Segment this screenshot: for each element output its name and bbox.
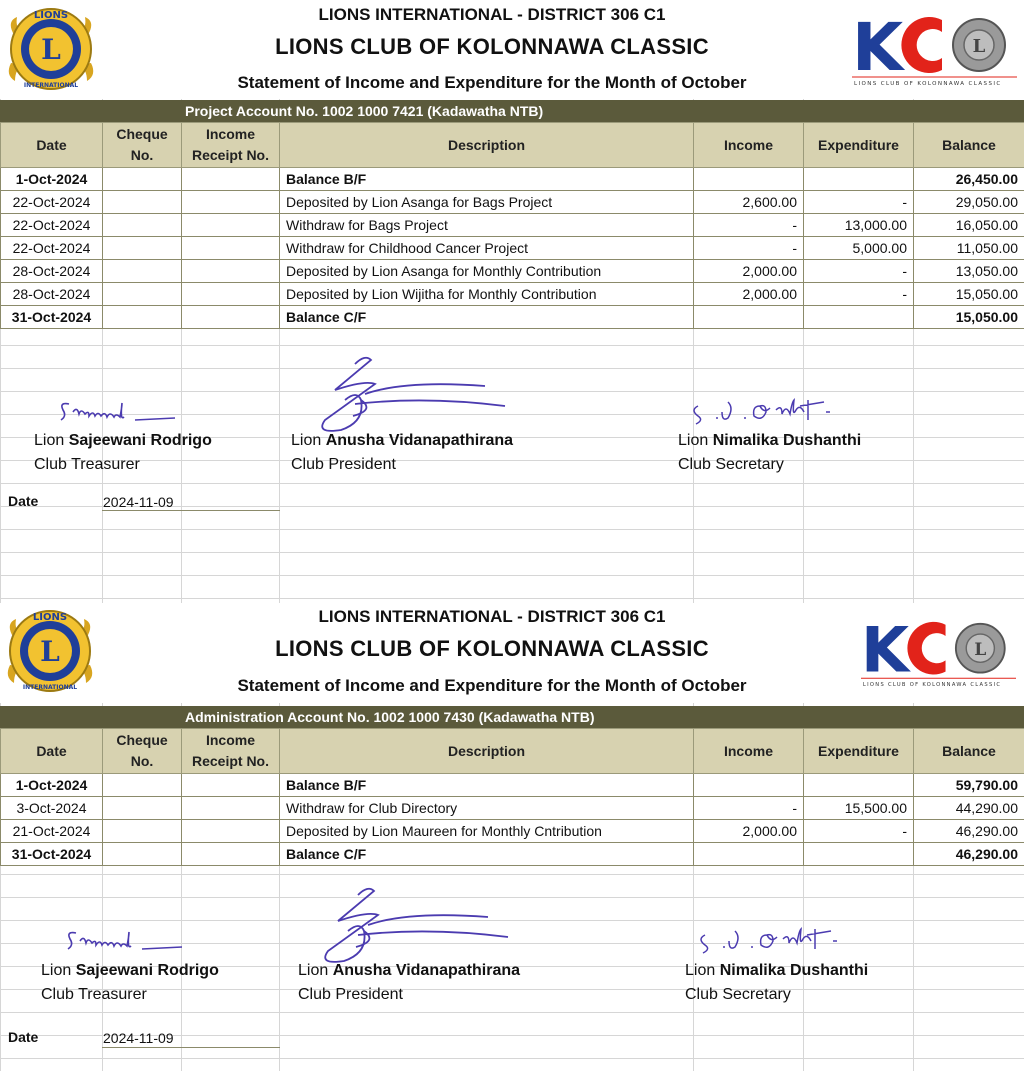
svg-text:LIONS CLUB OF KOLONNAWA CLASSI: LIONS CLUB OF KOLONNAWA CLASSIC bbox=[862, 681, 1002, 688]
cell-receipt bbox=[182, 797, 280, 820]
lions-international-logo bbox=[4, 605, 96, 697]
cell-date: 31-Oct-2024 bbox=[1, 306, 103, 329]
cell-cheque bbox=[103, 820, 182, 843]
cell-description: Deposited by Lion Maureen for Monthly Cntribution bbox=[280, 820, 694, 843]
administration-account-statement bbox=[0, 603, 1024, 1071]
cell-expenditure: - bbox=[804, 283, 914, 306]
cell-receipt bbox=[182, 820, 280, 843]
cell-cheque bbox=[103, 283, 182, 306]
table-row bbox=[1, 306, 1024, 329]
president-name: Lion Anusha Vidanapathirana bbox=[291, 432, 514, 449]
cell-balance: 46,290.00 bbox=[914, 820, 1024, 843]
cell-date: 22-Oct-2024 bbox=[1, 237, 103, 260]
svg-text:L: L bbox=[40, 635, 60, 668]
cell-expenditure bbox=[804, 168, 914, 191]
cell-cheque bbox=[103, 168, 182, 191]
cell-date: 21-Oct-2024 bbox=[1, 820, 103, 843]
date-value: 2024-11-09 bbox=[103, 494, 174, 510]
cell-income: - bbox=[694, 237, 804, 260]
table-row bbox=[1, 168, 1024, 191]
table-row bbox=[1, 260, 1024, 283]
treasurer-signature bbox=[55, 392, 185, 432]
account-title: Project Account No. 1002 1000 7421 (Kadawatha NTB) bbox=[185, 103, 544, 119]
date-underline bbox=[102, 510, 280, 511]
cell-expenditure: - bbox=[804, 191, 914, 214]
cell-balance: 11,050.00 bbox=[914, 237, 1024, 260]
cell-cheque bbox=[103, 191, 182, 214]
table-row bbox=[1, 843, 1024, 866]
secretary-signature bbox=[688, 392, 838, 426]
svg-text:INTERNATIONAL: INTERNATIONAL bbox=[23, 82, 79, 89]
date-underline bbox=[102, 1047, 280, 1048]
cell-description: Deposited by Lion Asanga for Monthly Contribution bbox=[280, 260, 694, 283]
cell-description: Deposited by Lion Wijitha for Monthly Contribution bbox=[280, 283, 694, 306]
cell-income: - bbox=[694, 797, 804, 820]
table-row bbox=[1, 820, 1024, 843]
cell-receipt bbox=[182, 774, 280, 797]
project-ledger-table bbox=[0, 122, 1024, 329]
lions-international-logo bbox=[5, 3, 97, 95]
col-balance: Balance bbox=[914, 729, 1024, 774]
cell-receipt bbox=[182, 214, 280, 237]
table-header-row bbox=[1, 123, 1024, 168]
cell-expenditure: - bbox=[804, 820, 914, 843]
col-date: Date bbox=[1, 729, 103, 774]
cell-expenditure: 15,500.00 bbox=[804, 797, 914, 820]
table-row bbox=[1, 191, 1024, 214]
cell-receipt bbox=[182, 283, 280, 306]
club-title: LIONS CLUB OF KOLONNAWA CLASSIC bbox=[275, 34, 709, 59]
president-signature bbox=[305, 350, 525, 440]
svg-text:K: K bbox=[861, 613, 904, 687]
statement-title: Statement of Income and Expenditure for the Month of October bbox=[237, 676, 747, 695]
kolonnawa-classic-logo bbox=[852, 8, 1017, 88]
cell-balance: 15,050.00 bbox=[914, 306, 1024, 329]
cell-balance: 15,050.00 bbox=[914, 283, 1024, 306]
cell-cheque bbox=[103, 843, 182, 866]
col-balance: Balance bbox=[914, 123, 1024, 168]
cell-expenditure bbox=[804, 843, 914, 866]
account-title-bar bbox=[0, 706, 1024, 728]
cell-description: Balance B/F bbox=[280, 774, 694, 797]
statement-header bbox=[0, 603, 1024, 703]
cell-balance: 59,790.00 bbox=[914, 774, 1024, 797]
col-receipt: Income Receipt No. bbox=[182, 123, 280, 168]
president-role: Club President bbox=[291, 456, 396, 473]
svg-text:L: L bbox=[41, 33, 61, 66]
secretary-name: Lion Nimalika Dushanthi bbox=[678, 432, 862, 449]
president-role: Club President bbox=[298, 986, 403, 1003]
cell-date: 28-Oct-2024 bbox=[1, 283, 103, 306]
cell-income: - bbox=[694, 214, 804, 237]
svg-text:LIONS CLUB OF KOLONNAWA CLASSI: LIONS CLUB OF KOLONNAWA CLASSIC bbox=[854, 81, 1002, 87]
cell-description: Deposited by Lion Asanga for Bags Project bbox=[280, 191, 694, 214]
cell-income: 2,000.00 bbox=[694, 820, 804, 843]
cell-receipt bbox=[182, 168, 280, 191]
col-income: Income bbox=[694, 729, 804, 774]
secretary-role: Club Secretary bbox=[685, 986, 791, 1003]
treasurer-signature bbox=[62, 921, 192, 961]
col-description: Description bbox=[280, 123, 694, 168]
cell-income bbox=[694, 306, 804, 329]
col-expenditure: Expenditure bbox=[804, 123, 914, 168]
treasurer-name: Lion Sajeewani Rodrigo bbox=[41, 962, 219, 979]
cell-income: 2,000.00 bbox=[694, 283, 804, 306]
cell-expenditure: 5,000.00 bbox=[804, 237, 914, 260]
cell-income bbox=[694, 843, 804, 866]
cell-date: 3-Oct-2024 bbox=[1, 797, 103, 820]
cell-date: 1-Oct-2024 bbox=[1, 774, 103, 797]
cell-cheque bbox=[103, 214, 182, 237]
secretary-signature bbox=[695, 921, 845, 955]
account-title: Administration Account No. 1002 1000 7430 (Kadawatha NTB) bbox=[185, 709, 595, 725]
cell-cheque bbox=[103, 260, 182, 283]
cell-balance: 29,050.00 bbox=[914, 191, 1024, 214]
cell-date: 22-Oct-2024 bbox=[1, 214, 103, 237]
table-row bbox=[1, 797, 1024, 820]
cell-balance: 26,450.00 bbox=[914, 168, 1024, 191]
col-expenditure: Expenditure bbox=[804, 729, 914, 774]
kolonnawa-classic-logo bbox=[861, 611, 1016, 691]
cell-receipt bbox=[182, 237, 280, 260]
cell-balance: 16,050.00 bbox=[914, 214, 1024, 237]
svg-text:LIONS: LIONS bbox=[33, 10, 69, 21]
table-row bbox=[1, 214, 1024, 237]
cell-expenditure bbox=[804, 774, 914, 797]
cell-cheque bbox=[103, 774, 182, 797]
president-name: Lion Anusha Vidanapathirana bbox=[298, 962, 521, 979]
treasurer-role: Club Treasurer bbox=[34, 456, 140, 473]
date-label: Date bbox=[8, 1029, 39, 1045]
col-cheque: Cheque No. bbox=[103, 729, 182, 774]
svg-text:INTERNATIONAL: INTERNATIONAL bbox=[22, 684, 78, 691]
club-title: LIONS CLUB OF KOLONNAWA CLASSIC bbox=[275, 636, 709, 661]
table-row bbox=[1, 283, 1024, 306]
cell-description: Balance B/F bbox=[280, 168, 694, 191]
cell-receipt bbox=[182, 191, 280, 214]
treasurer-name: Lion Sajeewani Rodrigo bbox=[34, 432, 212, 449]
cell-description: Balance C/F bbox=[280, 843, 694, 866]
table-row bbox=[1, 237, 1024, 260]
svg-text:K: K bbox=[852, 9, 898, 86]
cell-receipt bbox=[182, 260, 280, 283]
cell-receipt bbox=[182, 843, 280, 866]
cell-cheque bbox=[103, 306, 182, 329]
cell-description: Withdraw for Bags Project bbox=[280, 214, 694, 237]
org-title: LIONS INTERNATIONAL - DISTRICT 306 C1 bbox=[318, 5, 666, 24]
cell-description: Withdraw for Childhood Cancer Project bbox=[280, 237, 694, 260]
statement-title: Statement of Income and Expenditure for the Month of October bbox=[237, 73, 747, 92]
cell-balance: 44,290.00 bbox=[914, 797, 1024, 820]
cell-expenditure: - bbox=[804, 260, 914, 283]
cell-expenditure bbox=[804, 306, 914, 329]
cell-income bbox=[694, 774, 804, 797]
col-description: Description bbox=[280, 729, 694, 774]
statement-header bbox=[0, 0, 1024, 99]
cell-income bbox=[694, 168, 804, 191]
table-row bbox=[1, 774, 1024, 797]
treasurer-role: Club Treasurer bbox=[41, 986, 147, 1003]
cell-date: 1-Oct-2024 bbox=[1, 168, 103, 191]
cell-date: 22-Oct-2024 bbox=[1, 191, 103, 214]
cell-cheque bbox=[103, 797, 182, 820]
svg-text:L: L bbox=[972, 36, 986, 57]
president-signature bbox=[308, 881, 528, 971]
cell-cheque bbox=[103, 237, 182, 260]
cell-balance: 46,290.00 bbox=[914, 843, 1024, 866]
secretary-role: Club Secretary bbox=[678, 456, 784, 473]
col-cheque: Cheque No. bbox=[103, 123, 182, 168]
secretary-name: Lion Nimalika Dushanthi bbox=[685, 962, 869, 979]
admin-ledger-table bbox=[0, 728, 1024, 866]
col-receipt: Income Receipt No. bbox=[182, 729, 280, 774]
account-title-bar bbox=[0, 100, 1024, 122]
col-income: Income bbox=[694, 123, 804, 168]
cell-income: 2,600.00 bbox=[694, 191, 804, 214]
svg-text:L: L bbox=[974, 638, 987, 659]
cell-expenditure: 13,000.00 bbox=[804, 214, 914, 237]
col-date: Date bbox=[1, 123, 103, 168]
cell-description: Balance C/F bbox=[280, 306, 694, 329]
date-label: Date bbox=[8, 493, 39, 509]
cell-income: 2,000.00 bbox=[694, 260, 804, 283]
cell-date: 31-Oct-2024 bbox=[1, 843, 103, 866]
table-header-row bbox=[1, 729, 1024, 774]
cell-balance: 13,050.00 bbox=[914, 260, 1024, 283]
cell-date: 28-Oct-2024 bbox=[1, 260, 103, 283]
cell-description: Withdraw for Club Directory bbox=[280, 797, 694, 820]
date-value: 2024-11-09 bbox=[103, 1030, 174, 1046]
org-title: LIONS INTERNATIONAL - DISTRICT 306 C1 bbox=[318, 607, 666, 626]
svg-text:LIONS: LIONS bbox=[32, 612, 68, 623]
cell-receipt bbox=[182, 306, 280, 329]
